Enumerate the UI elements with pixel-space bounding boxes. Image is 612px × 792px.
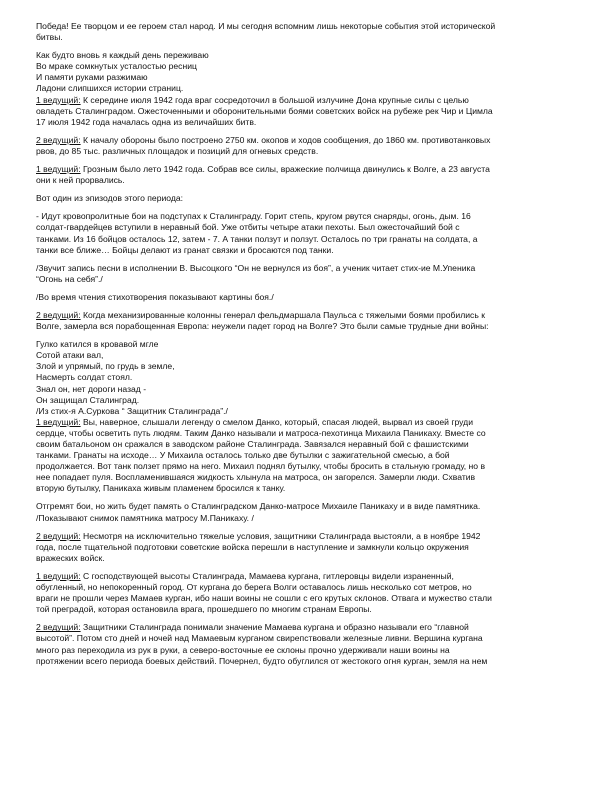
text-line — [36, 193, 582, 204]
text-line — [36, 531, 582, 542]
text-line — [36, 593, 582, 604]
line-text: Он защищал Сталинград. — [36, 394, 140, 405]
speaker-label: 2 ведущий: — [36, 134, 81, 145]
text-line — [36, 95, 582, 106]
text-line — [36, 542, 582, 553]
text-line — [36, 50, 582, 61]
line-text: - Идут кровопролитные бои на подступах к Сталинграду. Горит степь, кругом рвутся снаряды, огонь, дым. 16 — [36, 211, 471, 222]
line-text: Отгремят бои, но жить будет память о Сталинградском Данко-матросе Михаиле Паникаху и в виде памятника. — [36, 501, 481, 512]
text-line — [36, 234, 582, 245]
text-line — [36, 501, 582, 512]
poem-stanza — [36, 339, 582, 417]
line-text: танки все ближе… Бойцы делают из гранат связки и бросаются под танки. — [36, 244, 334, 255]
paragraph — [36, 193, 582, 204]
text-line — [36, 321, 582, 332]
line-text: Победа! Ее творцом и ее героем стал народ. И мы сегодня вспомним лишь некоторые события этой исторической — [36, 21, 496, 31]
text-line — [36, 106, 582, 117]
text-line — [36, 417, 582, 428]
text-line — [36, 164, 582, 175]
line-text: Несмотря на исключительно тяжелые условия, защитники Сталинграда выстояли, а в ноябре 1942 — [80, 530, 481, 541]
line-text: К началу обороны было построено 2750 км. окопов и ходов сообщения, до 1860 км. противотанковых — [80, 134, 491, 145]
speaker-label: 1 ведущий: — [36, 416, 81, 427]
line-text: протяжении всего периода боевых действий. Почернел, будто обуглился от жестокого огня курган, земля на нем — [36, 655, 488, 666]
line-text: танками. Гранаты на исходе… У Михаила осталось только две бутылки с зажигательной смесью, а бой — [36, 450, 450, 461]
line-text: Вы, наверное, слышали легенду о смелом Данко, который, спасая людей, вырвал из своей груди — [80, 416, 473, 427]
line-text: Гулко катился в кровавой мгле — [36, 339, 159, 350]
text-line — [36, 175, 582, 186]
line-text: Во мраке сомкнутых усталостью ресниц — [36, 61, 197, 72]
speaker-label: 2 ведущий: — [36, 309, 81, 320]
line-text: /Из стих-я А.Суркова “ Защитник Сталинграда”./ — [36, 405, 228, 416]
line-text: “Огонь на себя”./ — [36, 273, 103, 284]
speaker-label: 1 ведущий: — [36, 570, 81, 581]
line-text: своим батальоном он сражался в заводском районе Сталинграда. Завязался неравный бой с фашистскими — [36, 439, 469, 449]
line-text: Волге, замерла вся порабощенная Европа: неужели падет город на Волге? Это были самые трудные дни войны: — [36, 321, 489, 332]
line-text: Ладони слипшихся истории страниц. — [36, 83, 184, 94]
text-line — [36, 222, 582, 233]
text-line — [36, 135, 582, 146]
paragraph — [36, 211, 582, 255]
speaker-label: 1 ведущий: — [36, 164, 81, 175]
line-text: Как будто вновь я каждый день переживаю — [36, 50, 209, 61]
text-line — [36, 513, 582, 524]
paragraph — [36, 135, 582, 157]
text-line — [36, 633, 582, 644]
text-line — [36, 406, 582, 417]
text-line — [36, 582, 582, 593]
text-line — [36, 645, 582, 656]
text-line — [36, 372, 582, 383]
paragraph — [36, 95, 582, 128]
line-text: танками. Из 16 бойцов осталось 12, затем - 7. А танки ползут и ползут. Осталось по три гранаты на солдата, а — [36, 233, 478, 244]
line-text: продолжается. Вот танк ползет прямо на него. Михаил поднял бутылку, чтобы бросить в стальную громаду, но в — [36, 461, 486, 472]
text-line — [36, 274, 582, 285]
speaker-label: 1 ведущий: — [36, 94, 81, 105]
paragraph — [36, 164, 582, 186]
text-line — [36, 439, 582, 450]
line-text: Злой и упрямый, по грудь в земле, — [36, 361, 175, 372]
line-text: солдат-гвардейцев вступили в неравный бой. Уже отбиты четыре атаки пехоты. Был ожесточайший бой с — [36, 222, 460, 233]
text-line — [36, 483, 582, 494]
text-line — [36, 461, 582, 472]
text-line — [36, 32, 582, 43]
text-line — [36, 622, 582, 633]
text-line — [36, 263, 582, 274]
paragraph — [36, 571, 582, 615]
line-text: нее попадает пуля. Воспламенившаяся жидкость хлынула на матроса, он загорелся. Замерли люди. Схватив — [36, 472, 476, 483]
line-text: овладеть Сталинградом. Ожесточенными и оборонительными боями советских войск на рубеже рек Чир и Цимла — [36, 105, 493, 116]
line-text: вражеских войск. — [36, 552, 105, 563]
poem-stanza — [36, 50, 582, 94]
text-line — [36, 21, 582, 32]
line-text: И памяти руками разжимаю — [36, 72, 148, 83]
text-line — [36, 310, 582, 321]
text-line — [36, 245, 582, 256]
paragraph — [36, 292, 582, 303]
paragraph — [36, 263, 582, 285]
text-line — [36, 384, 582, 395]
line-text: Грозным было лето 1942 года. Собрав все силы, вражеские полчища двинулись к Волге, а 23 августа — [80, 164, 490, 175]
line-text: битвы. — [36, 32, 63, 43]
line-text: Сотой атаки вал, — [36, 350, 104, 361]
paragraph — [36, 501, 582, 523]
line-text: К середине июля 1942 года враг сосредоточил в большой излучине Дона крупные силы с целью — [80, 94, 469, 105]
paragraph — [36, 531, 582, 564]
line-text: /Показывают снимок памятника матросу М.Паникаху. / — [36, 512, 254, 523]
line-text: сердце, чтобы осветить путь людям. Таким Данко называли и матроса-пехотинца Михаила Паникаху. Вместе со — [36, 427, 486, 438]
line-text: года, после тщательной подготовки советские войска перешли в наступление и замкнули кольцо окружения — [36, 541, 469, 552]
paragraph — [36, 21, 582, 43]
text-line — [36, 350, 582, 361]
text-line — [36, 450, 582, 461]
line-text: /Во время чтения стихотворения показывают картины боя./ — [36, 291, 274, 302]
line-text: вторую бутылку, Паникаха живым пламенем бросился к танку. — [36, 483, 286, 494]
text-line — [36, 83, 582, 94]
line-text: Когда механизированные колонны генерал фельдмаршала Паульса с тяжелыми боями пробились к — [80, 309, 485, 320]
text-line — [36, 146, 582, 157]
line-text: Вот один из эпизодов этого периода: — [36, 193, 184, 204]
line-text: той преградой, которая остановила врага, прошедшего по многим странам Европы. — [36, 604, 372, 615]
paragraph — [36, 622, 582, 666]
text-line — [36, 339, 582, 350]
line-text: Насмерть солдат стоял. — [36, 372, 133, 383]
text-line — [36, 117, 582, 128]
text-line — [36, 361, 582, 372]
line-text: С господствующей высоты Сталинграда, Мамаева кургана, гитлеровцы видели израненный, — [80, 570, 454, 581]
line-text: Знал он, нет дороги назад - — [36, 383, 147, 394]
text-line — [36, 72, 582, 83]
text-line — [36, 571, 582, 582]
text-line — [36, 472, 582, 483]
line-text: обугленный, но непокоренный город. От кургана до берега Волги оставалось лишь несколько сот метров, но — [36, 582, 472, 593]
text-line — [36, 292, 582, 303]
text-line — [36, 395, 582, 406]
text-line — [36, 61, 582, 72]
line-text: враги не прошли через Мамаев курган, ибо наши воины не сошли с его крутых склонов. Отвага и мужество стали — [36, 593, 492, 604]
line-text: много раз переходила из рук в руки, а северо-восточные ее склоны прочно удерживали наши воины на — [36, 644, 450, 655]
text-line — [36, 553, 582, 564]
speaker-label: 2 ведущий: — [36, 530, 81, 541]
line-text: они к ней прорвались. — [36, 175, 125, 186]
text-line — [36, 211, 582, 222]
paragraph — [36, 310, 582, 332]
line-text: Защитники Сталинграда понимали значение Мамаева кургана и образно называли его “главной — [80, 622, 469, 633]
text-line — [36, 604, 582, 615]
line-text: 17 июля 1942 года началась одна из величайших битв. — [36, 116, 257, 127]
speaker-label: 2 ведущий: — [36, 622, 81, 633]
paragraph — [36, 417, 582, 495]
text-line — [36, 428, 582, 439]
line-text: /Звучит запись песни в исполнении В. Высоцкого “Он не вернулся из боя”, а ученик читает стих-ие М.Упеника — [36, 262, 476, 273]
line-text: высотой”. Потом сто дней и ночей над Мамаевым курганом свирепствовали железные ливни. Вершина кургана — [36, 633, 483, 644]
line-text: рвов, до 85 тыс. различных площадок и позиций для огневых средств. — [36, 145, 319, 156]
text-line — [36, 656, 582, 667]
document-page — [36, 21, 582, 674]
